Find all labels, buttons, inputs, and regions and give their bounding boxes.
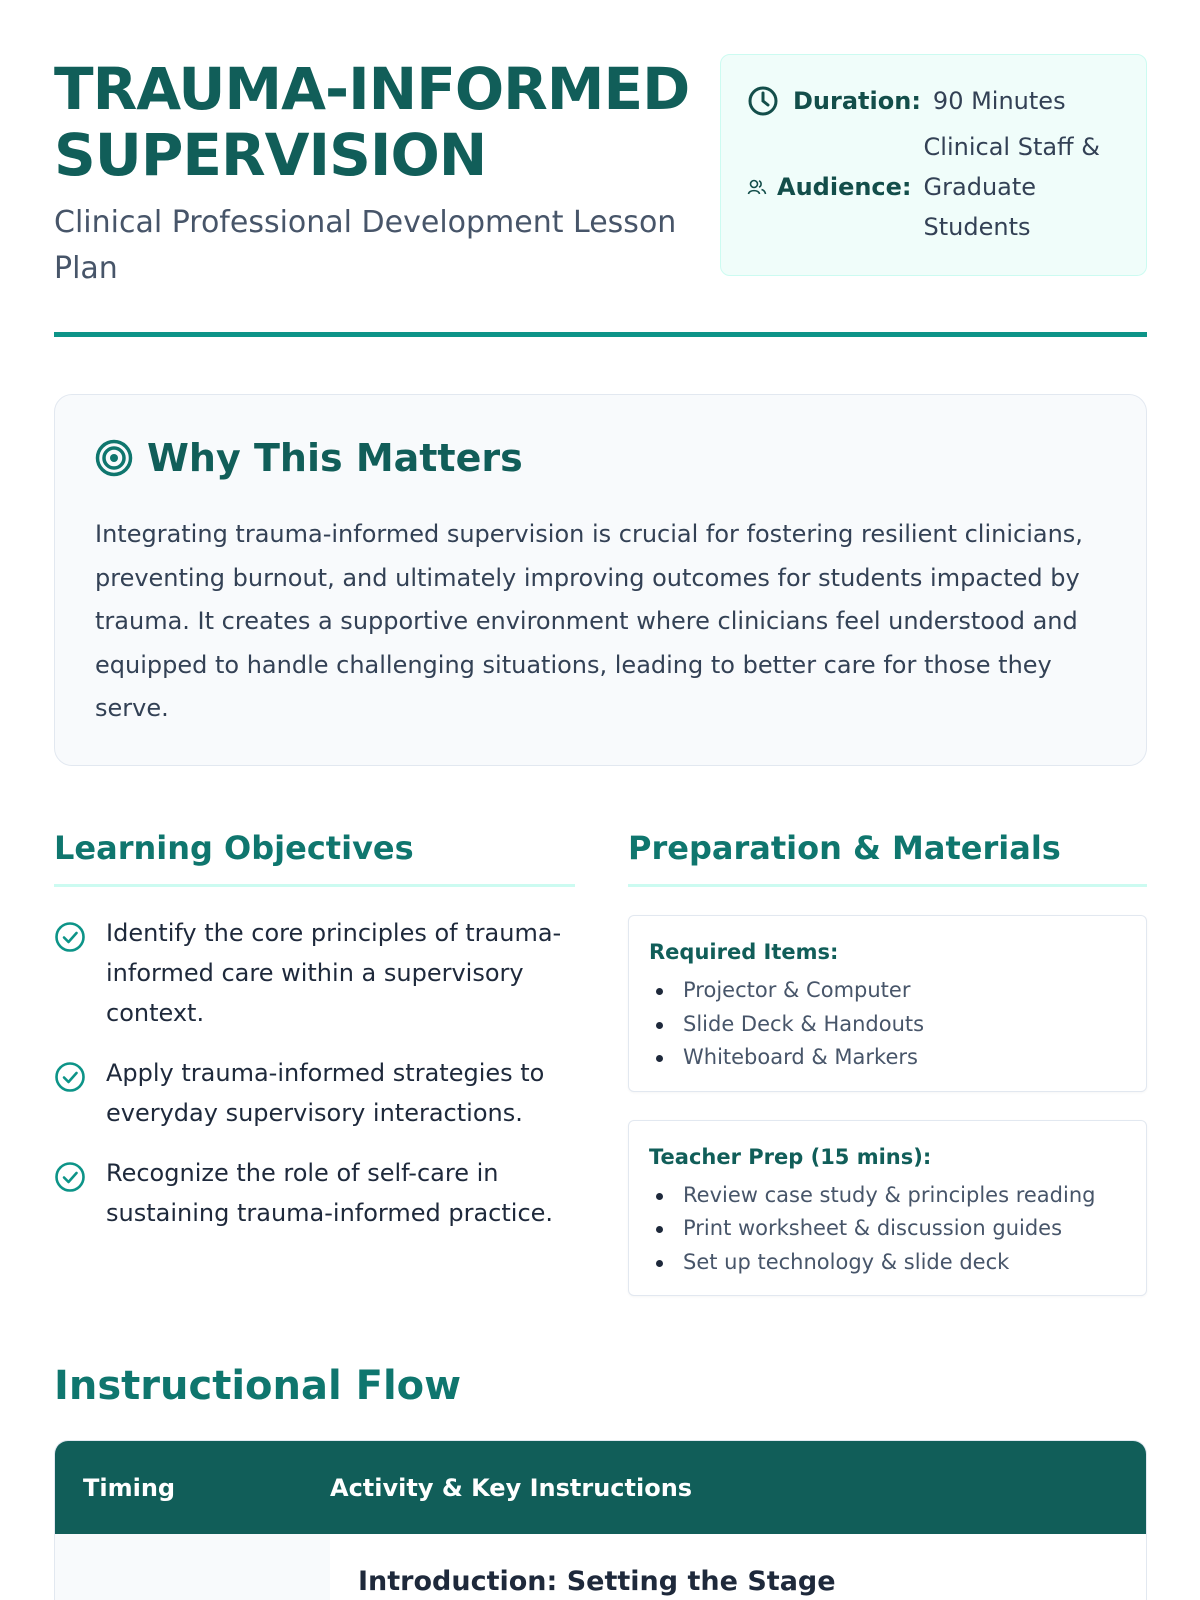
clock-icon bbox=[747, 85, 779, 117]
objective-text: Apply trauma-informed strategies to everyday supervisory interactions. bbox=[106, 1059, 545, 1127]
check-circle-icon bbox=[54, 1161, 86, 1197]
list-item: Review case study & principles reading bbox=[649, 1179, 1126, 1213]
instructional-flow-section bbox=[54, 1360, 1147, 1597]
audience-label: Audience: bbox=[777, 173, 912, 201]
users-icon bbox=[747, 177, 767, 197]
teacher-prep-card bbox=[628, 1120, 1147, 1297]
objectives-rule bbox=[54, 884, 575, 887]
required-items-title: Required Items: bbox=[649, 940, 839, 964]
objective-item bbox=[54, 1053, 575, 1133]
flow-heading: Instructional Flow bbox=[54, 1363, 462, 1409]
duration-row bbox=[747, 81, 1066, 121]
session-info-box bbox=[720, 54, 1147, 276]
learning-objectives-section bbox=[54, 826, 575, 1253]
table-header bbox=[55, 1441, 1146, 1534]
list-item: Projector & Computer bbox=[649, 974, 1126, 1008]
audience-value: Clinical Staff & Graduate Students bbox=[923, 133, 1100, 241]
header-divider bbox=[54, 332, 1147, 337]
required-items-list bbox=[649, 974, 1126, 1075]
objective-text: Identify the core principles of trauma-informed care within a supervisory context. bbox=[106, 919, 562, 1027]
objective-item bbox=[54, 1153, 575, 1233]
materials-heading: Preparation & Materials bbox=[628, 829, 1061, 867]
timing-cell bbox=[55, 1534, 330, 1600]
objective-text: Recognize the role of self-care in sustaining trauma-informed practice. bbox=[106, 1159, 554, 1227]
objective-item bbox=[54, 913, 575, 1033]
page-title bbox=[54, 56, 694, 188]
list-item: Slide Deck & Handouts bbox=[649, 1008, 1126, 1042]
duration-label: Duration: bbox=[793, 87, 921, 115]
teacher-prep-title: Teacher Prep (15 mins): bbox=[649, 1144, 932, 1169]
col-timing: Timing bbox=[83, 1473, 176, 1502]
lesson-header bbox=[54, 52, 1147, 340]
check-circle-icon bbox=[54, 921, 86, 957]
check-circle-icon bbox=[54, 1061, 86, 1097]
title-line-2: SUPERVISION bbox=[54, 121, 487, 189]
activity-cell: Introduction: Setting the Stage bbox=[358, 1566, 836, 1597]
teacher-prep-list bbox=[649, 1179, 1126, 1280]
materials-rule bbox=[628, 884, 1147, 887]
why-heading bbox=[95, 433, 523, 483]
col-activity: Activity & Key Instructions bbox=[330, 1473, 693, 1502]
why-body: Integrating trauma-informed supervision is crucial for fostering resilient clinicians, preventing burnout, and ultimately improving outcomes for students impacted by trauma. It creates a supportive environment where clinicians feel understood and equipped to handle challenging situations, leading to better care for those they serve. bbox=[95, 520, 1083, 722]
list-item: Set up technology & slide deck bbox=[649, 1246, 1126, 1280]
list-item: Whiteboard & Markers bbox=[649, 1041, 1126, 1075]
audience-row bbox=[747, 127, 1124, 247]
page-subtitle: Clinical Professional Development Lesson Plan bbox=[54, 205, 677, 286]
duration-value: 90 Minutes bbox=[932, 87, 1066, 115]
why-title: Why This Matters bbox=[147, 436, 523, 480]
objectives-list bbox=[54, 913, 575, 1233]
why-this-matters-card bbox=[54, 394, 1147, 766]
preparation-materials-section bbox=[628, 826, 1147, 1296]
flow-table bbox=[54, 1440, 1147, 1600]
list-item: Print worksheet & discussion guides bbox=[649, 1212, 1126, 1246]
required-items-card bbox=[628, 915, 1147, 1092]
table-row bbox=[55, 1534, 1146, 1600]
title-line-1: TRAUMA-INFORMED bbox=[54, 55, 690, 123]
objectives-heading: Learning Objectives bbox=[54, 829, 414, 867]
target-icon bbox=[95, 439, 133, 477]
